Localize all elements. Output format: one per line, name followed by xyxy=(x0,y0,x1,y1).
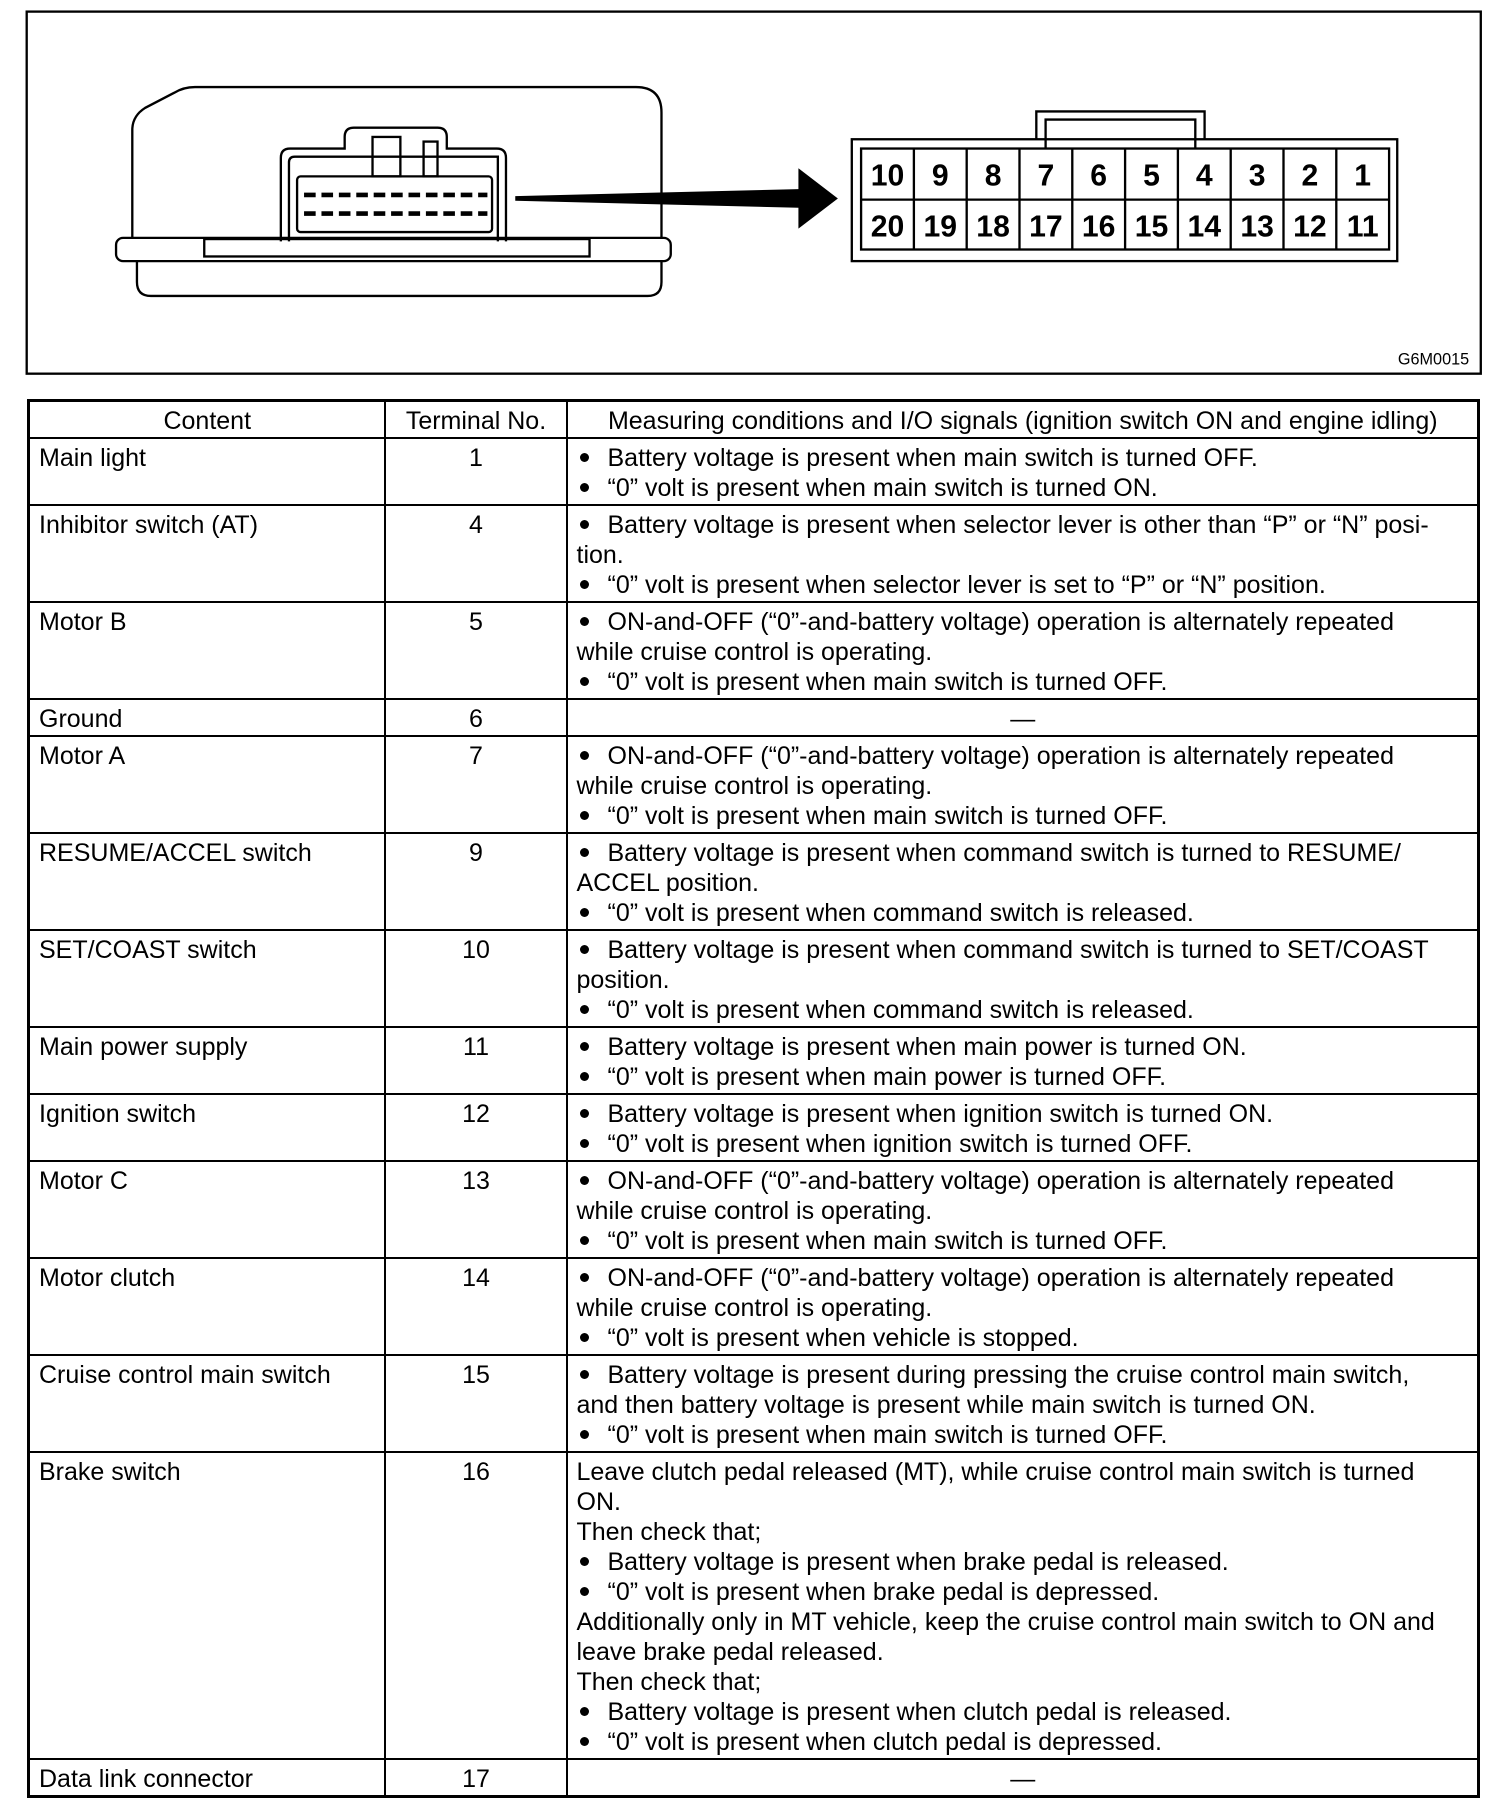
table-row xyxy=(29,930,1479,1027)
bullet-icon xyxy=(580,1430,589,1439)
connector-figure xyxy=(0,0,1504,380)
bullet-icon xyxy=(580,483,589,492)
terminal-number: 6 xyxy=(1090,159,1108,193)
conditions-cell xyxy=(567,1258,1479,1355)
bullet-icon xyxy=(580,1139,589,1148)
bullet-icon xyxy=(580,848,589,857)
terminal-number: 16 xyxy=(1081,210,1116,244)
header-conditions: Measuring conditions and I/O signals (ignition switch ON and engine idling) xyxy=(567,401,1479,439)
conditions-cell xyxy=(567,1355,1479,1452)
condition-item xyxy=(577,1517,1470,1547)
bullet-icon xyxy=(580,1587,589,1596)
terminal-number: 13 xyxy=(1240,210,1274,244)
condition-item xyxy=(577,1697,1470,1727)
terminal-number: 10 xyxy=(870,159,905,193)
condition-item xyxy=(577,1457,1470,1517)
table-row xyxy=(29,505,1479,602)
terminal-number: 18 xyxy=(976,210,1010,244)
table-row xyxy=(29,1027,1479,1094)
condition-text: ON-and-OFF (“0”-and-battery voltage) operation is alternately repeated while cruise control is operating. xyxy=(576,1167,1394,1225)
condition-text: “0” volt is present when main switch is turned ON. xyxy=(607,474,1158,502)
bullet-icon xyxy=(580,520,589,529)
ecu-connector-cavity xyxy=(297,176,492,232)
bullet-icon xyxy=(580,1072,589,1081)
content-cell: Motor clutch xyxy=(29,1258,385,1355)
bullet-icon xyxy=(580,751,589,760)
bullet-icon xyxy=(580,1236,589,1245)
condition-text: “0” volt is present when brake pedal is depressed. xyxy=(607,1578,1160,1606)
terminal-cell: 5 xyxy=(385,602,567,699)
figure-code: G6M0015 xyxy=(1397,350,1470,369)
condition-item xyxy=(577,801,1470,831)
conditions-cell xyxy=(567,505,1479,602)
content-cell: Cruise control main switch xyxy=(29,1355,385,1452)
ecu-connector-outline xyxy=(281,128,506,242)
condition-text: Then check that; xyxy=(576,1518,762,1546)
table-row xyxy=(29,602,1479,699)
condition-text: Leave clutch pedal released (MT), while cruise control main switch is turned ON. xyxy=(576,1458,1415,1516)
condition-item xyxy=(577,1727,1470,1757)
terminal-cell: 11 xyxy=(385,1027,567,1094)
table-row xyxy=(29,699,1479,736)
bullet-icon xyxy=(580,1737,589,1746)
terminal-cell: 7 xyxy=(385,736,567,833)
terminal-cell: 12 xyxy=(385,1094,567,1161)
bullet-icon xyxy=(580,677,589,686)
table-row xyxy=(29,1759,1479,1797)
condition-item xyxy=(577,1129,1470,1159)
condition-item xyxy=(577,570,1470,600)
terminal-number: 12 xyxy=(1293,210,1327,244)
content-cell: Main power supply xyxy=(29,1027,385,1094)
terminal-number: 19 xyxy=(923,210,958,244)
terminal-number: 20 xyxy=(870,210,905,244)
bullet-icon xyxy=(580,1005,589,1014)
condition-text: “0” volt is present when main power is turned OFF. xyxy=(607,1063,1167,1091)
condition-text: “0” volt is present when main switch is turned OFF. xyxy=(607,668,1168,696)
condition-text: “0” volt is present when main switch is turned OFF. xyxy=(607,1227,1168,1255)
condition-item xyxy=(577,607,1470,667)
ecu-unit-drawing xyxy=(116,87,671,296)
conditions-cell: — xyxy=(567,699,1479,736)
condition-text: Battery voltage is present during pressing the cruise control main switch, and then battery voltage is present while main switch is turned ON. xyxy=(576,1361,1410,1419)
content-cell: Data link connector xyxy=(29,1759,385,1797)
condition-item xyxy=(577,741,1470,801)
content-cell: Main light xyxy=(29,438,385,505)
condition-text: ON-and-OFF (“0”-and-battery voltage) operation is alternately repeated while cruise control is operating. xyxy=(576,608,1394,666)
content-cell: Inhibitor switch (AT) xyxy=(29,505,385,602)
connector-tab xyxy=(1036,111,1204,139)
condition-text: “0” volt is present when ignition switch is turned OFF. xyxy=(607,1130,1193,1158)
table-row xyxy=(29,1161,1479,1258)
condition-item xyxy=(577,667,1470,697)
bullet-icon xyxy=(580,1707,589,1716)
condition-text: “0” volt is present when command switch is released. xyxy=(607,899,1194,927)
conditions-cell xyxy=(567,1027,1479,1094)
content-cell: Motor B xyxy=(29,602,385,699)
terminal-number: 8 xyxy=(984,159,1002,193)
conditions-cell: — xyxy=(567,1759,1479,1797)
table-header-row xyxy=(29,401,1479,439)
condition-item xyxy=(577,1032,1470,1062)
condition-text: “0” volt is present when vehicle is stopped. xyxy=(607,1324,1079,1352)
condition-item xyxy=(577,1607,1470,1667)
terminal-number: 9 xyxy=(931,159,949,193)
bullet-icon xyxy=(580,1176,589,1185)
header-terminal-no: Terminal No. xyxy=(385,401,567,439)
condition-item xyxy=(577,1547,1470,1577)
terminal-number: 11 xyxy=(1346,210,1379,244)
condition-text: ON-and-OFF (“0”-and-battery voltage) operation is alternately repeated while cruise control is operating. xyxy=(576,1264,1394,1322)
condition-item xyxy=(577,1323,1470,1353)
table-row xyxy=(29,1258,1479,1355)
condition-item xyxy=(577,443,1470,473)
terminal-number: 15 xyxy=(1134,210,1169,244)
condition-text: Battery voltage is present when brake pedal is released. xyxy=(607,1548,1229,1576)
terminal-cell: 13 xyxy=(385,1161,567,1258)
condition-item xyxy=(577,1577,1470,1607)
conditions-cell xyxy=(567,1452,1479,1759)
condition-text: “0” volt is present when main switch is turned OFF. xyxy=(607,802,1168,830)
condition-text: Battery voltage is present when command switch is turned to SET/COAST position. xyxy=(576,936,1429,994)
terminal-cell: 17 xyxy=(385,1759,567,1797)
ecu-connector-latch-right xyxy=(424,142,438,177)
bullet-icon xyxy=(580,580,589,589)
bullet-icon xyxy=(580,1370,589,1379)
ecu-lower-body xyxy=(137,261,662,296)
condition-item xyxy=(577,1099,1470,1129)
condition-item xyxy=(577,473,1470,503)
content-cell: Ground xyxy=(29,699,385,736)
condition-item xyxy=(577,1166,1470,1226)
conditions-cell xyxy=(567,930,1479,1027)
condition-text: Battery voltage is present when ignition switch is turned ON. xyxy=(607,1100,1274,1128)
conditions-cell xyxy=(567,736,1479,833)
terminal-cell: 4 xyxy=(385,505,567,602)
terminal-number: 1 xyxy=(1354,159,1372,193)
terminal-cell: 9 xyxy=(385,833,567,930)
bullet-icon xyxy=(580,811,589,820)
content-cell: Motor C xyxy=(29,1161,385,1258)
conditions-cell xyxy=(567,1094,1479,1161)
conditions-cell xyxy=(567,602,1479,699)
terminal-number: 4 xyxy=(1195,159,1213,193)
table-row xyxy=(29,1355,1479,1452)
condition-text: Battery voltage is present when clutch pedal is released. xyxy=(607,1698,1232,1726)
bullet-icon xyxy=(580,1273,589,1282)
condition-text: Then check that; xyxy=(576,1668,762,1696)
bullet-icon xyxy=(580,1557,589,1566)
condition-text: ON-and-OFF (“0”-and-battery voltage) operation is alternately repeated while cruise control is operating. xyxy=(576,742,1394,800)
table-row xyxy=(29,1094,1479,1161)
terminal-number: 3 xyxy=(1248,159,1266,193)
terminal-number: 14 xyxy=(1187,210,1222,244)
condition-text: Battery voltage is present when command switch is turned to RESUME/ ACCEL position. xyxy=(576,839,1401,897)
bullet-icon xyxy=(580,1042,589,1051)
terminal-cell: 10 xyxy=(385,930,567,1027)
table-row xyxy=(29,438,1479,505)
terminal-cell: 15 xyxy=(385,1355,567,1452)
ecu-flange-inset xyxy=(204,239,589,256)
bullet-icon xyxy=(580,908,589,917)
terminal-table xyxy=(27,399,1480,1798)
table-row xyxy=(29,833,1479,930)
condition-item xyxy=(577,935,1470,995)
condition-text: “0” volt is present when command switch is released. xyxy=(607,996,1194,1024)
condition-item xyxy=(577,898,1470,928)
condition-text: “0” volt is present when main switch is turned OFF. xyxy=(607,1421,1168,1449)
header-content: Content xyxy=(29,401,385,439)
bullet-icon xyxy=(580,453,589,462)
condition-item xyxy=(577,1226,1470,1256)
condition-text: Battery voltage is present when selector lever is other than “P” or “N” posi- tion. xyxy=(576,511,1429,569)
bullet-icon xyxy=(580,945,589,954)
conditions-cell xyxy=(567,833,1479,930)
condition-text: Battery voltage is present when main switch is turned OFF. xyxy=(607,444,1258,472)
content-cell: Motor A xyxy=(29,736,385,833)
bullet-icon xyxy=(580,1109,589,1118)
pointer-arrow xyxy=(515,168,838,228)
table-row xyxy=(29,1452,1479,1759)
terminal-cell: 14 xyxy=(385,1258,567,1355)
bullet-icon xyxy=(580,1333,589,1342)
condition-item xyxy=(577,1360,1470,1420)
terminal-cell: 6 xyxy=(385,699,567,736)
table-row xyxy=(29,736,1479,833)
content-cell: Brake switch xyxy=(29,1452,385,1759)
condition-item xyxy=(577,510,1470,570)
condition-text: “0” volt is present when selector lever is set to “P” or “N” position. xyxy=(607,571,1326,599)
condition-item xyxy=(577,1263,1470,1323)
content-cell: Ignition switch xyxy=(29,1094,385,1161)
conditions-cell xyxy=(567,438,1479,505)
condition-item xyxy=(577,995,1470,1025)
connector-tab-inner xyxy=(1046,120,1196,149)
condition-text: “0” volt is present when clutch pedal is depressed. xyxy=(607,1728,1162,1756)
conditions-cell xyxy=(567,1161,1479,1258)
condition-item xyxy=(577,1667,1470,1697)
terminal-number: 17 xyxy=(1029,210,1063,244)
condition-item xyxy=(577,1420,1470,1450)
terminal-cell: 1 xyxy=(385,438,567,505)
condition-text: Battery voltage is present when main power is turned ON. xyxy=(607,1033,1247,1061)
condition-item xyxy=(577,838,1470,898)
terminal-cell: 16 xyxy=(385,1452,567,1759)
content-cell: SET/COAST switch xyxy=(29,930,385,1027)
content-cell: RESUME/ACCEL switch xyxy=(29,833,385,930)
terminal-number: 2 xyxy=(1301,159,1319,193)
terminal-number: 7 xyxy=(1037,159,1055,193)
terminal-number: 5 xyxy=(1143,159,1160,193)
condition-item xyxy=(577,1062,1470,1092)
ecu-connector-inner-outline xyxy=(289,157,498,242)
bullet-icon xyxy=(580,617,589,626)
condition-text: Additionally only in MT vehicle, keep the cruise control main switch to ON and leave brake pedal released. xyxy=(576,1608,1435,1666)
